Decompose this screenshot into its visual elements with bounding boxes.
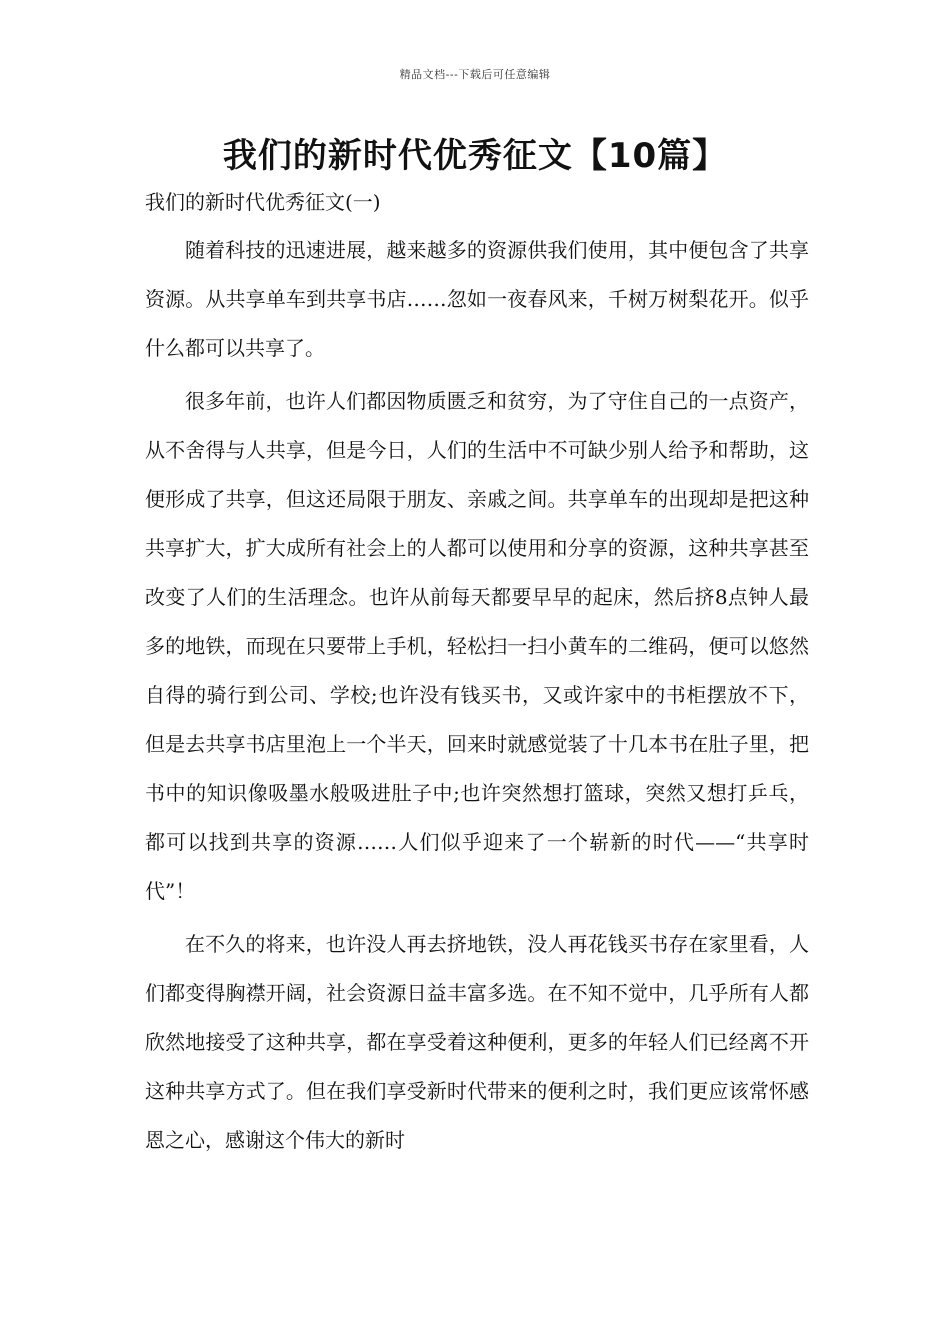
body-text	[145, 226, 809, 1169]
section-heading: 我们的新时代优秀征文(一)	[145, 190, 381, 214]
paragraph-3: 在不久的将来，也许没人再去挤地铁，没人再花钱买书存在家里看，人们都变得胸襟开阔，社会资源日益丰富多选。在不知不觉中，几乎所有人都欣然地接受了这种共享，都在享受着这种便利，更多的年轻人们已经离不开这种共享方式了。但在我们享受新时代带来的便利之时，我们更应该常怀感恩之心，感谢这个伟大的新时	[145, 932, 809, 1152]
document-title: 我们的新时代优秀征文【10篇】	[222, 136, 728, 176]
paragraph-2: 很多年前，也许人们都因物质匮乏和贫穷，为了守住自己的一点资产，从不舍得与人共享，但是今日，人们的生活中不可缺少别人给予和帮助，这便形成了共享，但这还局限于朋友、亲戚之间。共享单车的出现却是把这种共享扩大，扩大成所有社会上的人都可以使用和分享的资源，这种共享甚至改变了人们的生活理念。也许从前每天都要早早的起床，然后挤8点钟人最多的地铁，而现在只要带上手机，轻松扫一扫小黄车的二维码，便可以悠然自得的骑行到公司、学校;也许没有钱买书，又或许家中的书柜摆放不下，但是去共享书店里泡上一个半天，回来时就感觉装了十几本书在肚子里，把书中的知识像吸墨水般吸进肚子中;也许突然想打篮球，突然又想打乒乓，都可以找到共享的资源……人们似乎迎来了一个崭新的时代——“共享时代”！	[145, 389, 809, 903]
header-note: 精品文档---下载后可任意编辑	[399, 68, 551, 81]
paragraph-1: 随着科技的迅速进展，越来越多的资源供我们使用，其中便包含了共享资源。从共享单车到共享书店……忽如一夜春风来，千树万树梨花开。似乎什么都可以共享了。	[145, 238, 809, 360]
